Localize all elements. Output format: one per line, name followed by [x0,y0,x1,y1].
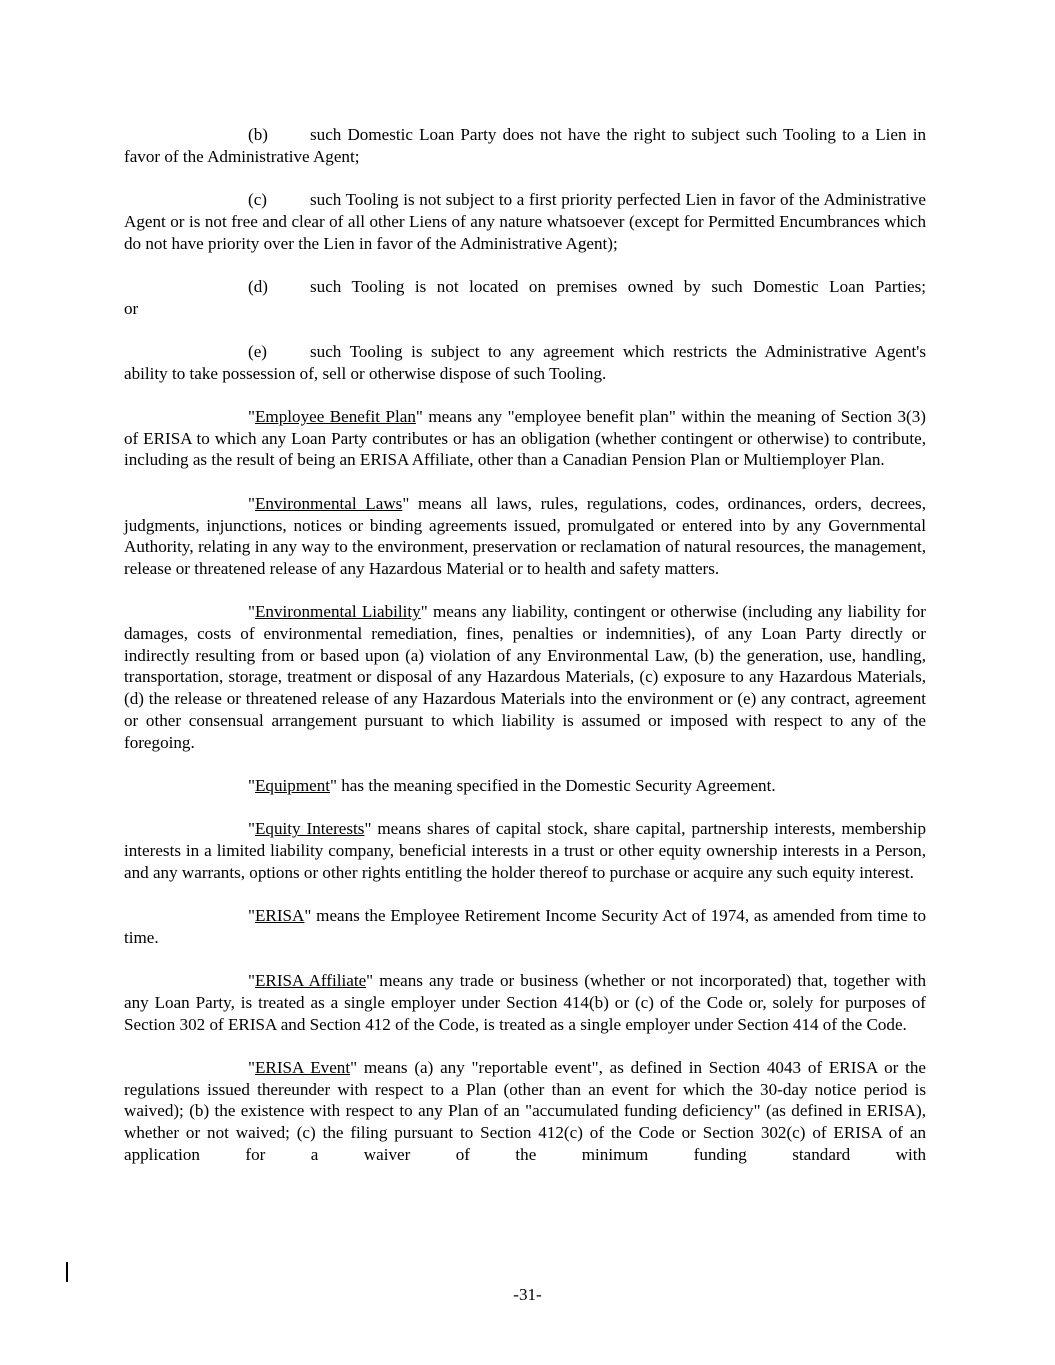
clause-d-tail: or [124,298,139,318]
clause-c [124,189,926,254]
clause-text: such Domestic Loan Party does not have the right to subject such Tooling to a Lien in favor of the Administrative Agent; [124,125,926,166]
revision-bar [66,1262,68,1282]
clause-e [124,341,926,384]
definition-text: means (a) any "reportable event", as defined in Section 4043 of ERISA or the regulations issued thereunder with respect to a Plan (other than an event for which the 30-day notice period is waived); (b) the existence with respect to any Plan of an "accumulated funding deficiency" (as defined in ERISA), whether or not waived; (c) the filing pursuant to Section 412(c) of the Code or Section 302(c) of ERISA of an application for a waiver of the minimum funding standard with [124,1058,926,1164]
definition-environmental-liability: "Environmental Liability" means any liability, contingent or otherwise (including any liability for damages, costs of environmental remediation, fines, penalties or indemnities), of any Loan Party directly or indirectly resulting from or based upon (a) violation of any Environmental Law, (b) the generation, use, handling, transportation, storage, treatment or disposal of any Hazardous Materials, (c) exposure to any Hazardous Materials, (d) the release or threatened release of any Hazardous Materials into the environment or (e) any contract, agreement or other consensual arrangement pursuant to which liability is assumed or imposed with respect to any of the foregoing. [124,602,926,752]
definition-text: means any "employee benefit plan" within the meaning of Section 3(3) of ERISA to which any Loan Party contributes or has an obligation (whether contingent or otherwise) to contribute, including as the result of being an ERISA Affiliate, other than a Canadian Pension Plan or Multiemployer Plan. [124,407,926,470]
defined-term: ERISA Affiliate [254,971,367,991]
definition-text: means any trade or business (whether or not incorporated) that, together with any Loan Party, is treated as a single employer under Section 414(b) or (c) of the Code or, solely for purposes of Section 302 of ERISA and Section 412 of the Code, is treated as a single employer under Section 414 of the Code. [124,971,926,1034]
page-number: -31- [513,1285,542,1304]
clause-label: (d) [248,276,268,296]
defined-term: Employee Benefit Plan [254,407,416,427]
definition-equipment: "Equipment" has the meaning specified in the Domestic Security Agreement. [248,775,776,795]
defined-term: Environmental Liability [254,602,421,622]
clause-d [124,276,926,298]
clause-text: such Tooling is not located on premises owned by such Domestic Loan Parties; [310,276,926,296]
definition-erisa-event: "ERISA Event" means (a) any "reportable event", as defined in Section 4043 of ERISA or the regulations issued thereunder with respect to a Plan (other than an event for which the 30-day notice period is waived); (b) the existence with respect to any Plan of an "accumulated funding deficiency" (as defined in ERISA), whether or not waived; (c) the filing pursuant to Section 412(c) of the Code or Section 302(c) of ERISA of an application for a waiver of the minimum funding standard with [124,1058,926,1164]
defined-term: Equipment [254,775,330,795]
document-page [124,124,926,1187]
definition-erisa-affiliate: "ERISA Affiliate" means any trade or business (whether or not incorporated) that, together with any Loan Party, is treated as a single employer under Section 414(b) or (c) of the Code or, solely for purposes of Section 302 of ERISA and Section 412 of the Code, is treated as a single employer under Section 414 of the Code. [124,971,926,1034]
clause-label: (c) [248,190,267,210]
definition-employee-benefit-plan: "Employee Benefit Plan" means any "employee benefit plan" within the meaning of Section 3(3) of ERISA to which any Loan Party contributes or has an obligation (whether contingent or otherwise) to contribute, including as the result of being an ERISA Affiliate, other than a Canadian Pension Plan or Multiemployer Plan. [124,407,926,470]
definition-text: means the Employee Retirement Income Security Act of 1974, as amended from time to time. [124,906,926,947]
defined-term: Environmental Laws [254,493,403,513]
definition-text: means shares of capital stock, share capital, partnership interests, membership interests in a limited liability company, beneficial interests in a trust or other equity ownership interests in a Person, and any warrants, options or other rights entitling the holder thereof to purchase or acquire any such equity interest. [124,819,926,882]
clause-text: such Tooling is not subject to a first priority perfected Lien in favor of the Administrative Agent or is not free and clear of all other Liens of any nature whatsoever (except for Permitted Encumbrances which do not have priority over the Lien in favor of the Administrative Agent); [124,190,926,253]
clause-label: (b) [248,125,268,144]
defined-term: ERISA Event [254,1058,351,1078]
defined-term: ERISA [254,906,305,926]
clause-b [124,124,926,167]
clause-label: (e) [248,341,267,361]
definition-erisa: "ERISA" means the Employee Retirement Income Security Act of 1974, as amended from time to time. [124,906,926,947]
defined-term: Equity Interests [254,819,365,839]
definition-environmental-laws: "Environmental Laws" means all laws, rules, regulations, codes, ordinances, orders, decrees, judgments, injunctions, notices or binding agreements issued, promulgated or entered into by any Governmental Authority, relating in any way to the environment, preservation or reclamation of natural resources, the management, release or threatened release of any Hazardous Material or to health and safety matters. [124,493,926,578]
definition-equity-interests: "Equity Interests" means shares of capital stock, share capital, partnership interests, membership interests in a limited liability company, beneficial interests in a trust or other equity ownership interests in a Person, and any warrants, options or other rights entitling the holder thereof to purchase or acquire any such equity interest. [124,819,926,882]
definition-text: has the meaning specified in the Domestic Security Agreement. [336,775,776,795]
clause-text: such Tooling is subject to any agreement which restricts the Administrative Agent's ability to take possession of, sell or otherwise dispose of such Tooling. [124,341,926,383]
definition-text: means all laws, rules, regulations, codes, ordinances, orders, decrees, judgments, injunctions, notices or binding agreements issued, promulgated or entered into by any Governmental Authority, relating in any way to the environment, preservation or reclamation of natural resources, the management, release or threatened release of any Hazardous Material or to health and safety matters. [124,493,926,578]
definition-text: means any liability, contingent or otherwise (including any liability for damages, costs of environmental remediation, fines, penalties or indemnities), of any Loan Party directly or indirectly resulting from or based upon (a) violation of any Environmental Law, (b) the generation, use, handling, transportation, storage, treatment or disposal of any Hazardous Materials, (c) exposure to any Hazardous Materials, (d) the release or threatened release of any Hazardous Materials into the environment or (e) any contract, agreement or other consensual arrangement pursuant to which liability is assumed or imposed with respect to any of the foregoing. [124,602,926,752]
